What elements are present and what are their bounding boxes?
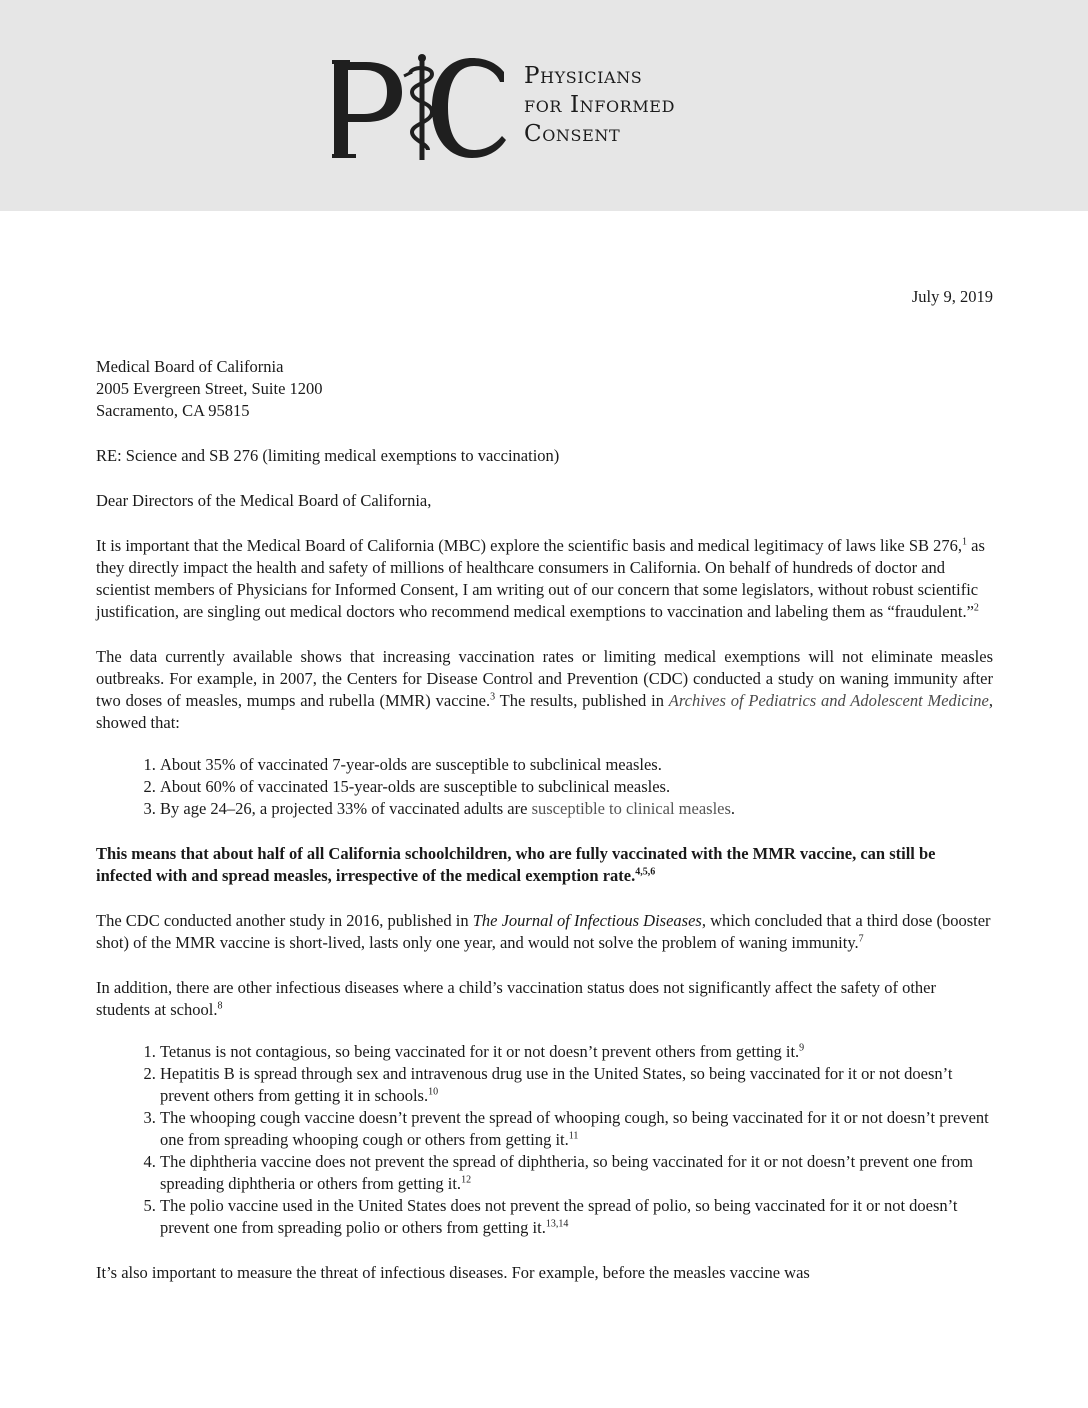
logo-line-3: Consent bbox=[524, 121, 621, 147]
letter-date: July 9, 2019 bbox=[911, 287, 993, 306]
salutation: Dear Directors of the Medical Board of California, bbox=[96, 491, 432, 510]
footnote-ref[interactable]: 10 bbox=[428, 1086, 439, 1098]
paragraph-threat: It’s also important to measure the threat of infectious diseases. For example, before the measles vaccine was bbox=[96, 1263, 810, 1282]
footnote-ref[interactable]: 3 bbox=[490, 691, 496, 703]
paragraph-measles-study: The data currently available shows that increasing vaccination rates or limiting medical exemptions will not eliminate measles outbreaks. For example, in 2007, the Centers for Disease Control and Prevention (CDC) conducted a study on waning immunity after two doses of measles, mumps and rubella (MMR) vaccine.$^3$ The results, published in Archives of Pediatrics and Adolescent Medicine, showed that: bbox=[96, 647, 993, 732]
journal-title: Archives of Pediatrics and Adolescent Medicine bbox=[668, 691, 989, 710]
logo-wordmark bbox=[524, 62, 675, 149]
footnote-ref[interactable]: 2 bbox=[973, 602, 979, 614]
diseases-list bbox=[96, 1041, 993, 1239]
list-item: 1. Tetanus is not contagious, so being vaccinated for it or not doesn’t prevent others from getting it.$^9$ bbox=[160, 1041, 993, 1063]
footnote-ref[interactable]: 1 bbox=[962, 536, 968, 548]
recipient-address bbox=[96, 356, 993, 422]
address-line: 2005 Evergreen Street, Suite 1200 bbox=[96, 379, 323, 398]
letter-body bbox=[96, 286, 993, 1284]
address-line: Sacramento, CA 95815 bbox=[96, 401, 250, 420]
list-item: 5. The polio vaccine used in the United States does not prevent the spread of polio, so being vaccinated for it or not doesn’t prevent one from spreading polio or others from getting it.$^{13,14}$ bbox=[160, 1195, 993, 1239]
journal-title: The Journal of Infectious Diseases bbox=[472, 911, 702, 930]
footnote-ref[interactable]: 8 bbox=[217, 1000, 223, 1012]
footnote-ref[interactable]: 4,5,6 bbox=[635, 866, 656, 878]
paragraph-other-diseases: In addition, there are other infectious diseases where a child’s vaccination status does not significantly affect the safety of other students at school.$^8$ bbox=[96, 978, 936, 1019]
footnote-ref[interactable]: 9 bbox=[799, 1042, 805, 1054]
list-item: 1. About 35% of vaccinated 7-year-olds are susceptible to subclinical measles. bbox=[160, 754, 993, 776]
measles-findings-list bbox=[96, 754, 993, 820]
list-item: 3. By age 24–26, a projected 33% of vaccinated adults are susceptible to clinical measles. bbox=[160, 798, 993, 820]
list-item: 2. About 60% of vaccinated 15-year-olds are susceptible to subclinical measles. bbox=[160, 776, 993, 798]
footnote-ref[interactable]: 7 bbox=[858, 933, 864, 945]
list-item: 3. The whooping cough vaccine doesn’t prevent the spread of whooping cough, so being vaccinated for it or not doesn’t prevent one from spreading whooping cough or others from getting it.$^{11}$ bbox=[160, 1107, 993, 1151]
list-item: 2. Hepatitis B is spread through sex and intravenous drug use in the United States, so being vaccinated for it or not doesn’t prevent others from getting it in schools.$^{10}$ bbox=[160, 1063, 993, 1107]
letterhead bbox=[0, 0, 1088, 211]
paragraph-intro: It is important that the Medical Board of California (MBC) explore the scientific basis and medical legitimacy of laws like SB 276,$^1$ as they directly impact the health and safety of millions of healthcare consumers in California. On behalf of hundreds of doctor and scientist members of Physicians for Informed Consent, I am writing out of our concern that some legislators, without robust scientific justification, are singling out medical doctors who recommend medical exemptions to vaccination and labeling them as “fraudulent.”$^2$ bbox=[96, 536, 985, 621]
logo-line-1: Physicians bbox=[524, 63, 643, 89]
footnote-ref[interactable]: 12 bbox=[461, 1174, 472, 1186]
subject-line: RE: Science and SB 276 (limiting medical exemptions to vaccination) bbox=[96, 446, 560, 465]
address-line: Medical Board of California bbox=[96, 357, 284, 376]
list-item: 4. The diphtheria vaccine does not prevent the spread of diphtheria, so being vaccinated for it or not doesn’t prevent one from spreading diphtheria or others from getting it.$^{12}$ bbox=[160, 1151, 993, 1195]
paragraph-booster-study: The CDC conducted another study in 2016, published in The Journal of Infectious Diseases, which concluded that a third dose (booster shot) of the MMR vaccine is short-lived, lasts only one year, and would not solve the problem of waning immunity.$^7$ bbox=[96, 911, 991, 952]
logo-line-2: for Informed bbox=[524, 92, 676, 118]
pic-logo-caduceus-icon bbox=[332, 52, 508, 162]
paragraph-emphasis: This means that about half of all California schoolchildren, who are fully vaccinated with the MMR vaccine, can still be infected with and spread measles, irrespective of the medical exemption rate.$^{4,5,6}$ bbox=[96, 844, 936, 885]
footnote-ref[interactable]: 11 bbox=[568, 1130, 579, 1142]
footnote-ref[interactable]: 13,14 bbox=[545, 1218, 569, 1230]
